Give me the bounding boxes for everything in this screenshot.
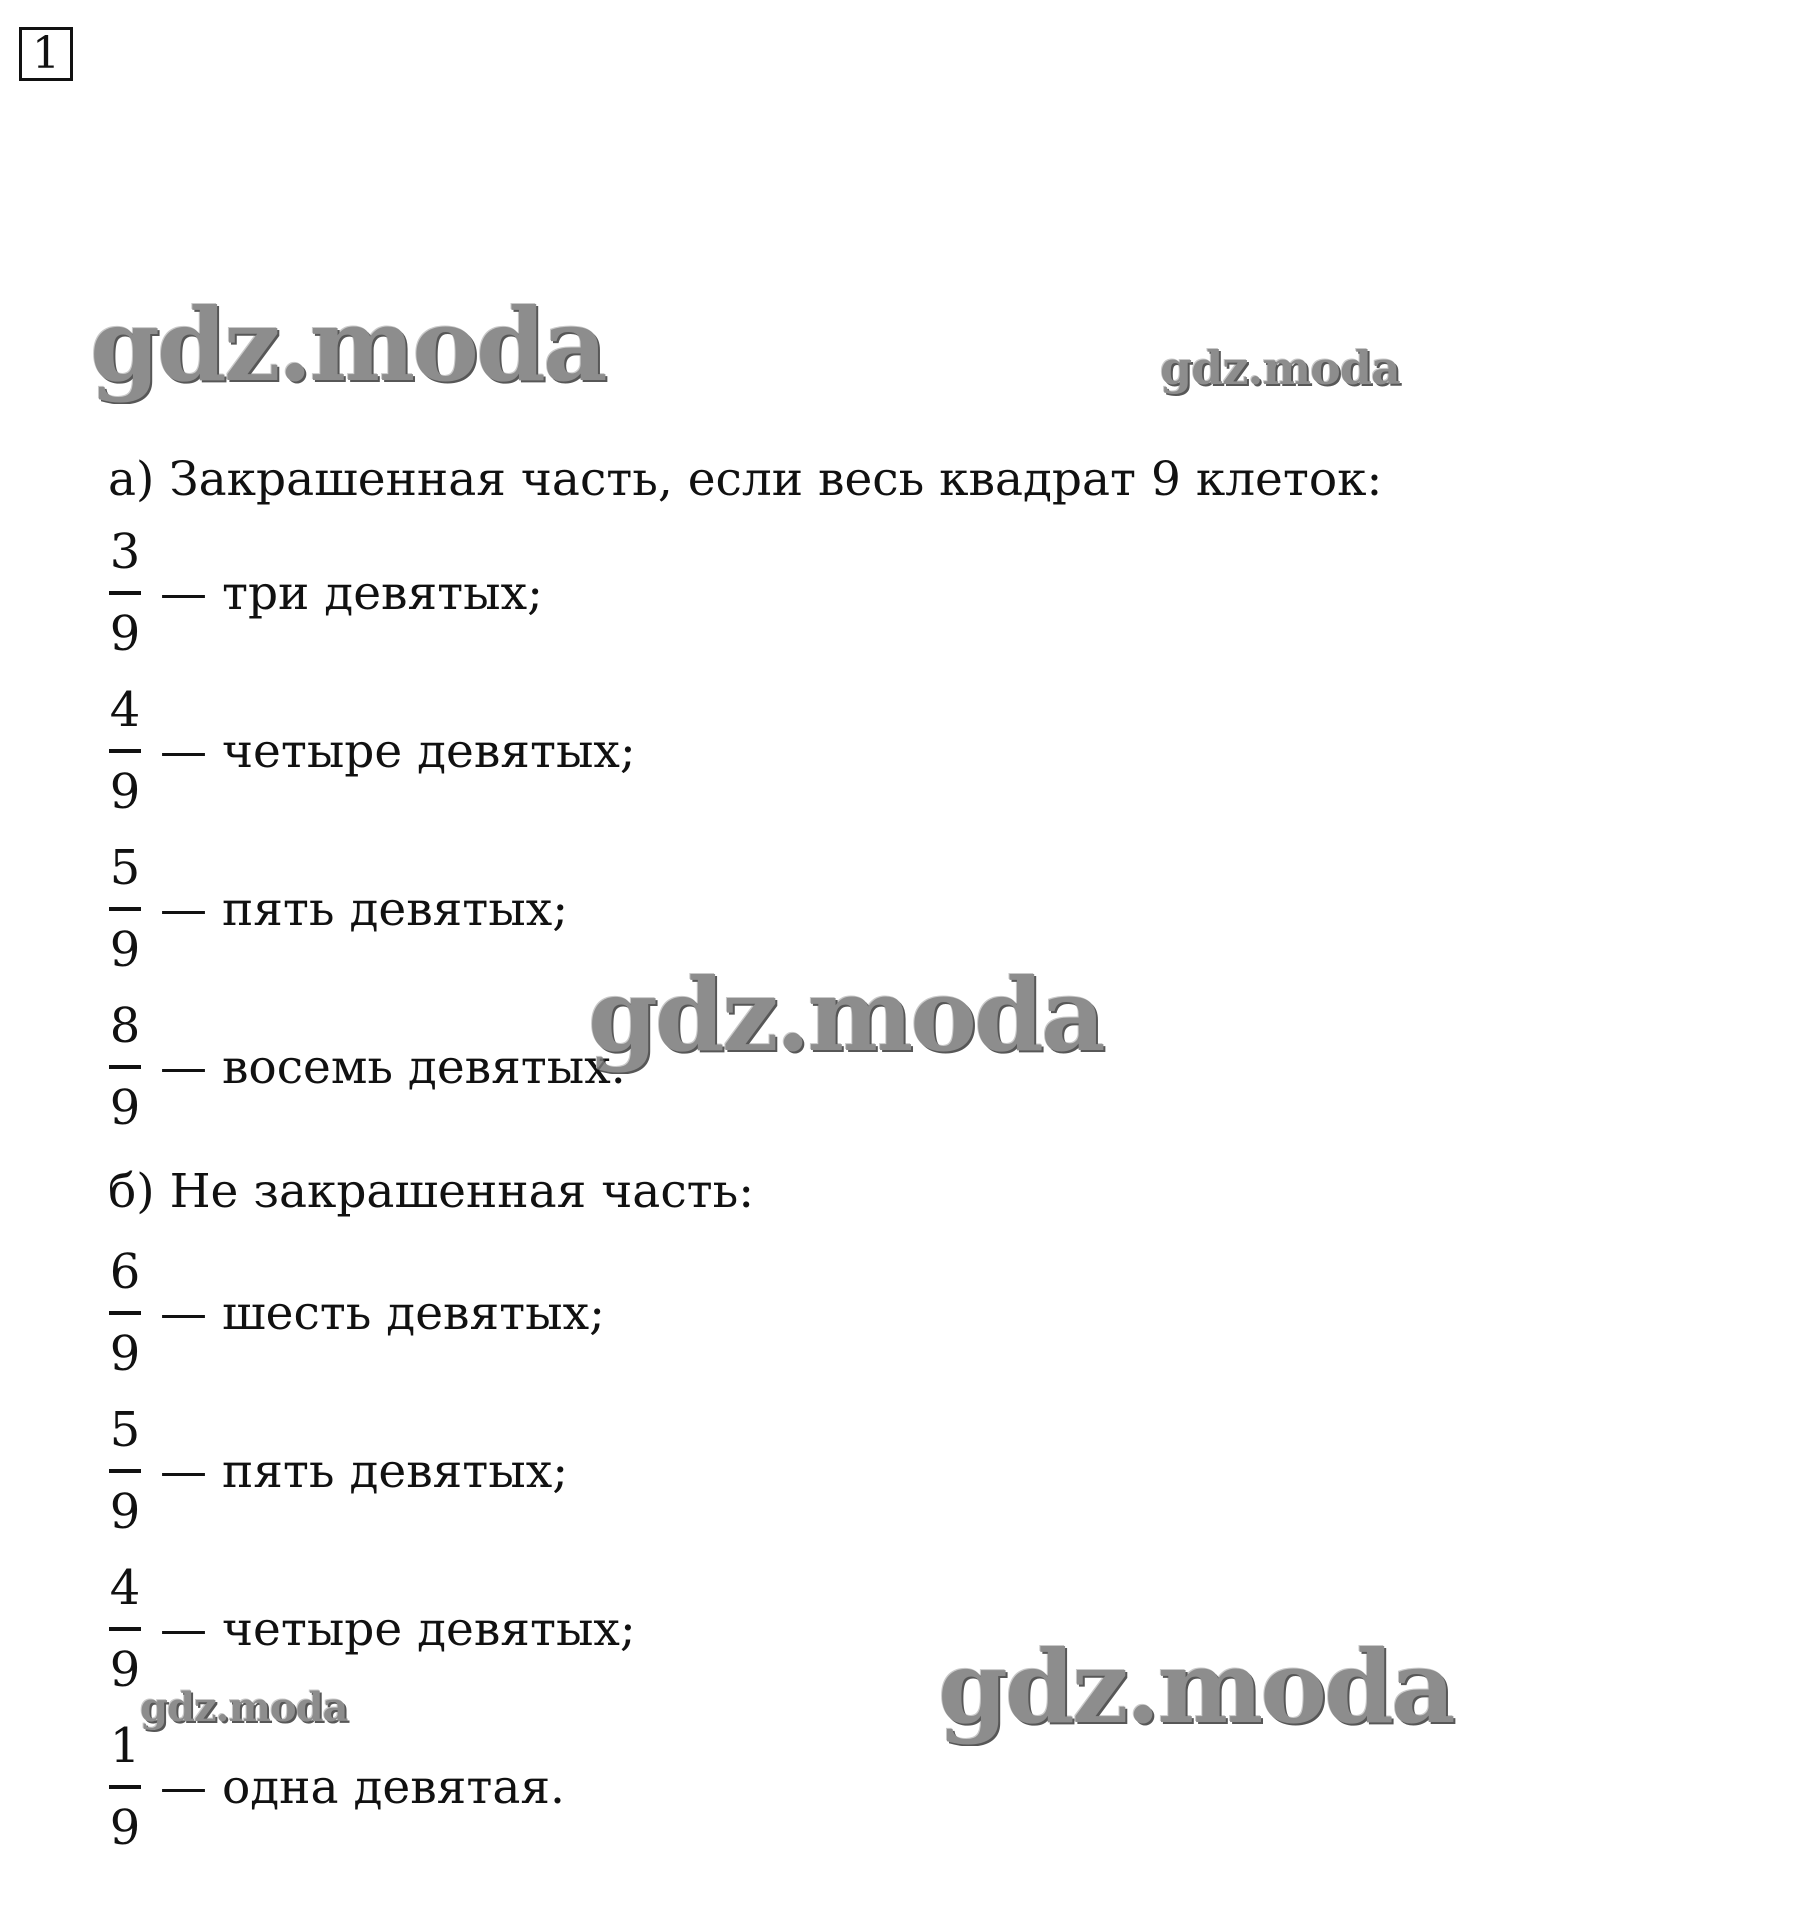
fraction: [108, 1398, 142, 1544]
fraction: [108, 994, 142, 1140]
fraction: [108, 520, 142, 666]
fraction-numerator: 4: [109, 682, 141, 738]
fraction-denominator: 9: [109, 1642, 141, 1698]
fraction-numerator: 8: [109, 998, 141, 1054]
watermark: gdz.moda: [90, 286, 605, 404]
fraction-bar: [109, 1785, 141, 1789]
fraction-numerator: 6: [109, 1244, 141, 1300]
part-b-heading: б) Не закрашенная часть:: [108, 1164, 755, 1219]
fraction-description: — три девятых;: [160, 565, 543, 621]
fraction-description: — шесть девятых;: [160, 1285, 605, 1341]
fraction-denominator: 9: [109, 764, 141, 820]
part-b-row: [108, 1392, 1708, 1550]
fraction: [108, 836, 142, 982]
fraction-denominator: 9: [109, 1484, 141, 1540]
fraction-denominator: 9: [109, 922, 141, 978]
fraction-numerator: 1: [109, 1718, 141, 1774]
fraction-numerator: 5: [109, 1402, 141, 1458]
fraction-bar: [109, 1065, 141, 1069]
fraction-description: — четыре девятых;: [160, 1601, 636, 1657]
fraction-denominator: 9: [109, 1800, 141, 1856]
fraction-description: — четыре девятых;: [160, 723, 636, 779]
fraction-description: — одна девятая.: [160, 1759, 565, 1815]
fraction: [108, 1240, 142, 1386]
fraction-bar: [109, 749, 141, 753]
fraction: [108, 1714, 142, 1860]
fraction-bar: [109, 907, 141, 911]
fraction-denominator: 9: [109, 1080, 141, 1136]
fraction-description: — восемь девятых.: [160, 1039, 626, 1095]
watermark: gdz.moda: [938, 1628, 1453, 1746]
fraction-numerator: 4: [109, 1560, 141, 1616]
solution-content: [108, 448, 1708, 1866]
part-b-row: [108, 1550, 1708, 1708]
fraction-bar: [109, 1469, 141, 1473]
fraction-denominator: 9: [109, 1326, 141, 1382]
task-number-box: 1: [19, 27, 73, 81]
fraction-bar: [109, 1311, 141, 1315]
part-a-row: [108, 672, 1708, 830]
fraction: [108, 678, 142, 824]
part-b-row: [108, 1708, 1708, 1866]
fraction-description: — пять девятых;: [160, 1443, 569, 1499]
part-a-heading: а) Закрашенная часть, если весь квадрат 9 клеток:: [108, 452, 1383, 507]
fraction: [108, 1556, 142, 1702]
fraction-numerator: 5: [109, 840, 141, 896]
fraction-numerator: 3: [109, 524, 141, 580]
watermark: gdz.moda: [140, 1684, 348, 1731]
watermark: gdz.moda: [588, 956, 1103, 1074]
watermark: gdz.moda: [1160, 341, 1400, 395]
fraction-bar: [109, 591, 141, 595]
part-b-row: [108, 1234, 1708, 1392]
fraction-denominator: 9: [109, 606, 141, 662]
part-a-row: [108, 514, 1708, 672]
fraction-description: — пять девятых;: [160, 881, 569, 937]
fraction-bar: [109, 1627, 141, 1631]
